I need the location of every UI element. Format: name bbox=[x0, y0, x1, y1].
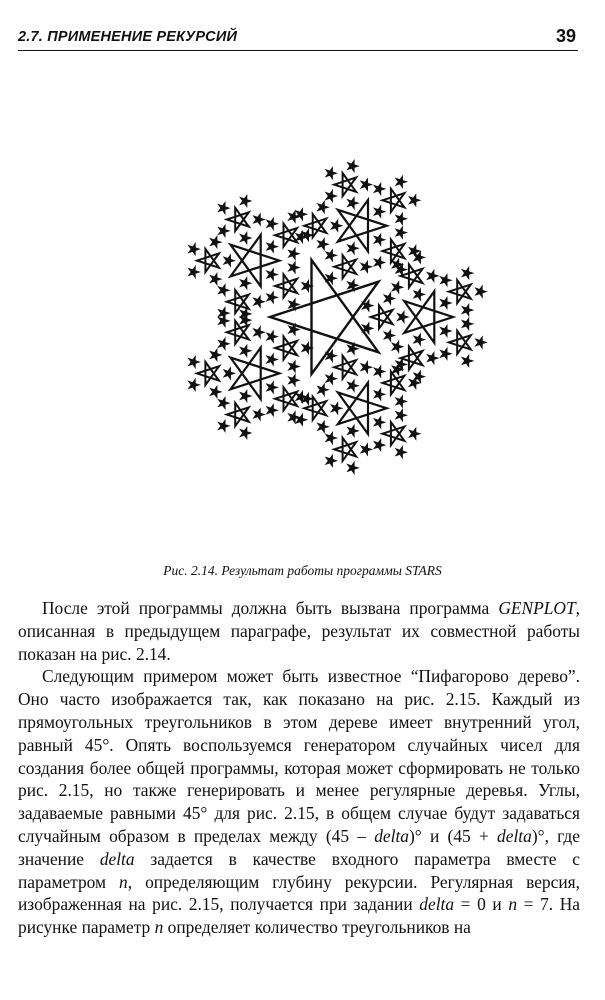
star-shape bbox=[189, 244, 199, 254]
star-shape bbox=[410, 195, 420, 205]
star-shape bbox=[375, 440, 385, 450]
star-shape bbox=[375, 184, 385, 194]
star-shape bbox=[189, 357, 199, 367]
star-shape bbox=[197, 362, 219, 385]
star-shape bbox=[348, 426, 358, 436]
star-shape bbox=[326, 168, 336, 178]
star-shape bbox=[361, 362, 371, 372]
star-shape bbox=[326, 433, 336, 443]
star-shape bbox=[219, 398, 229, 408]
star-shape bbox=[383, 240, 405, 263]
star-shape bbox=[396, 447, 406, 457]
star-shape bbox=[254, 409, 264, 419]
star-shape bbox=[449, 331, 471, 354]
italic-term: GENPLOT bbox=[498, 598, 576, 618]
star-shape bbox=[219, 203, 229, 213]
text-run: определяет количество треугольников на bbox=[163, 917, 471, 938]
star-shape bbox=[334, 255, 356, 278]
star-shape bbox=[348, 198, 358, 208]
text-run: = 7. На рисунке параметр bbox=[18, 894, 580, 938]
text-run: )° и (45 + bbox=[409, 825, 498, 846]
star-shape bbox=[267, 405, 277, 415]
star-shape bbox=[449, 280, 471, 303]
star-shape bbox=[211, 274, 221, 284]
star-shape bbox=[318, 385, 328, 395]
star-shape bbox=[348, 463, 358, 473]
text-run: )°, где значение bbox=[18, 825, 581, 869]
section-title: 2.7. ПРИМЕНЕНИЕ РЕКУРСИЙ bbox=[18, 29, 238, 45]
star-shape bbox=[384, 330, 394, 340]
star-shape bbox=[441, 298, 451, 308]
star-shape bbox=[396, 227, 406, 237]
figure-caption: Рис. 2.14. Результат работы программы STARS bbox=[163, 563, 442, 578]
star-shape bbox=[254, 214, 264, 224]
star-shape bbox=[296, 209, 306, 219]
star-shape bbox=[302, 394, 312, 404]
italic-term: delta bbox=[497, 825, 532, 846]
star-shape bbox=[267, 382, 277, 392]
star-shape bbox=[289, 249, 299, 259]
star-shape bbox=[383, 371, 405, 394]
star-shape bbox=[371, 305, 393, 328]
star-shape bbox=[219, 421, 229, 431]
star-shape bbox=[211, 387, 221, 397]
star-shape bbox=[396, 177, 406, 187]
text-run: После этой программы должна быть вызвана программа bbox=[42, 598, 499, 618]
star-shape bbox=[289, 375, 299, 385]
star-shape bbox=[375, 366, 385, 376]
star-shape bbox=[219, 316, 229, 326]
star-shape bbox=[275, 337, 297, 360]
star-shape bbox=[401, 264, 423, 287]
star-shape bbox=[254, 327, 264, 337]
italic-term: delta bbox=[99, 848, 135, 869]
star-shape bbox=[219, 285, 229, 295]
text-run: Следующим примером может быть известное “Пифагорово дерево”. Оно часто изображается так, как показано на рис. 2.15. Каждый из прямоугольных треугольников в этом дереве имеет внутренний угол, равный 45°. Опять воспользуемся генератором случайных чисел для создания более общей программы, которая может сформировать не только рис. 2.15, но также генерировать и менее регулярные деревья. Углы, задаваемые равными 45° для рис. 2.15, в общем случае будут задаваться случайным образом в пределах между (45 – bbox=[18, 666, 580, 846]
star-shape bbox=[401, 347, 423, 370]
star-shape bbox=[211, 237, 221, 247]
text-run: = 0 и bbox=[454, 894, 509, 915]
star-shape bbox=[441, 275, 451, 285]
star-shape bbox=[241, 428, 251, 438]
star-shape bbox=[227, 208, 249, 231]
star-shape bbox=[241, 278, 251, 288]
star-shape bbox=[289, 361, 299, 371]
italic-term: delta bbox=[419, 894, 455, 915]
star-shape bbox=[383, 189, 405, 212]
star-shape bbox=[383, 422, 405, 445]
star-shape bbox=[361, 444, 371, 454]
text-run: задается в качестве входного параметра вместе с параметром bbox=[18, 848, 581, 892]
paragraph bbox=[18, 597, 580, 665]
star-shape bbox=[219, 339, 229, 349]
star-shape bbox=[197, 249, 219, 272]
text-run: , определяющим глубину рекурсии. Регулярная версия, изображенная на рис. 2.15, получается при задании bbox=[18, 871, 580, 915]
star-shape bbox=[334, 173, 356, 196]
star-shape bbox=[241, 346, 251, 356]
star-shape bbox=[334, 356, 356, 379]
stars-fractal-icon bbox=[60, 62, 520, 552]
star-shape bbox=[224, 255, 234, 265]
italic-term: delta bbox=[374, 825, 409, 846]
star-shape bbox=[267, 219, 277, 229]
star-shape bbox=[241, 391, 251, 401]
star-shape bbox=[302, 230, 312, 240]
star-shape bbox=[384, 293, 394, 303]
star-shape bbox=[348, 161, 358, 171]
star-shape bbox=[318, 239, 328, 249]
star-shape bbox=[396, 214, 406, 224]
star-shape bbox=[375, 235, 385, 245]
star-shape bbox=[296, 415, 306, 425]
star-shape bbox=[348, 381, 358, 391]
star-shape bbox=[476, 337, 486, 347]
star-shape bbox=[428, 271, 438, 281]
star-shape bbox=[375, 417, 385, 427]
star-shape bbox=[275, 387, 297, 410]
star-shape bbox=[289, 262, 299, 272]
star-shape bbox=[476, 286, 486, 296]
star-shape bbox=[414, 289, 424, 299]
star-shape bbox=[463, 305, 473, 315]
running-header bbox=[18, 26, 578, 51]
star-shape bbox=[219, 226, 229, 236]
star-shape bbox=[348, 243, 358, 253]
star-shape bbox=[361, 179, 371, 189]
star-shape bbox=[375, 257, 385, 267]
star-shape bbox=[318, 202, 328, 212]
star-shape bbox=[332, 221, 342, 231]
italic-term: n bbox=[154, 917, 164, 938]
star-shape bbox=[410, 429, 420, 439]
star-shape bbox=[189, 380, 199, 390]
star-shape bbox=[396, 410, 406, 420]
star-shape bbox=[441, 349, 451, 359]
page-number: 39 bbox=[555, 26, 576, 46]
star-shape bbox=[267, 269, 277, 279]
star-shape bbox=[375, 207, 385, 217]
star-shape bbox=[189, 267, 199, 277]
star-shape bbox=[463, 268, 473, 278]
italic-term: n bbox=[119, 871, 128, 892]
star-shape bbox=[267, 354, 277, 364]
star-shape bbox=[393, 282, 403, 292]
figure-stars bbox=[60, 62, 520, 552]
star-shape bbox=[254, 297, 264, 307]
star-shape bbox=[211, 350, 221, 360]
star-shape bbox=[275, 224, 297, 247]
star-shape bbox=[361, 262, 371, 272]
star-shape bbox=[398, 312, 408, 322]
star-shape bbox=[393, 342, 403, 352]
star-shape bbox=[463, 319, 473, 329]
star-shape bbox=[224, 368, 234, 378]
star-shape bbox=[463, 356, 473, 366]
star-shape bbox=[441, 326, 451, 336]
body-text bbox=[18, 597, 580, 939]
italic-term: n bbox=[508, 894, 518, 915]
star-shape bbox=[326, 456, 336, 466]
star-shape bbox=[414, 334, 424, 344]
star-shape bbox=[241, 233, 251, 243]
star-shape bbox=[326, 373, 336, 383]
star-shape bbox=[267, 292, 277, 302]
star-shape bbox=[267, 331, 277, 341]
star-shape bbox=[318, 422, 328, 432]
star-shape bbox=[332, 403, 342, 413]
star-shape bbox=[267, 241, 277, 251]
text-run: , описанная в предыдущем параграфе, результат их совместной работы показан на рис. 2.14. bbox=[18, 598, 580, 664]
star-shape bbox=[275, 274, 297, 297]
star-shape bbox=[334, 438, 356, 461]
star-shape bbox=[396, 396, 406, 406]
star-shape bbox=[326, 250, 336, 260]
star-shape bbox=[428, 353, 438, 363]
star-shape bbox=[375, 389, 385, 399]
paragraph bbox=[18, 665, 580, 939]
star-shape bbox=[241, 196, 251, 206]
star-shape bbox=[227, 403, 249, 426]
star-shape bbox=[326, 191, 336, 201]
